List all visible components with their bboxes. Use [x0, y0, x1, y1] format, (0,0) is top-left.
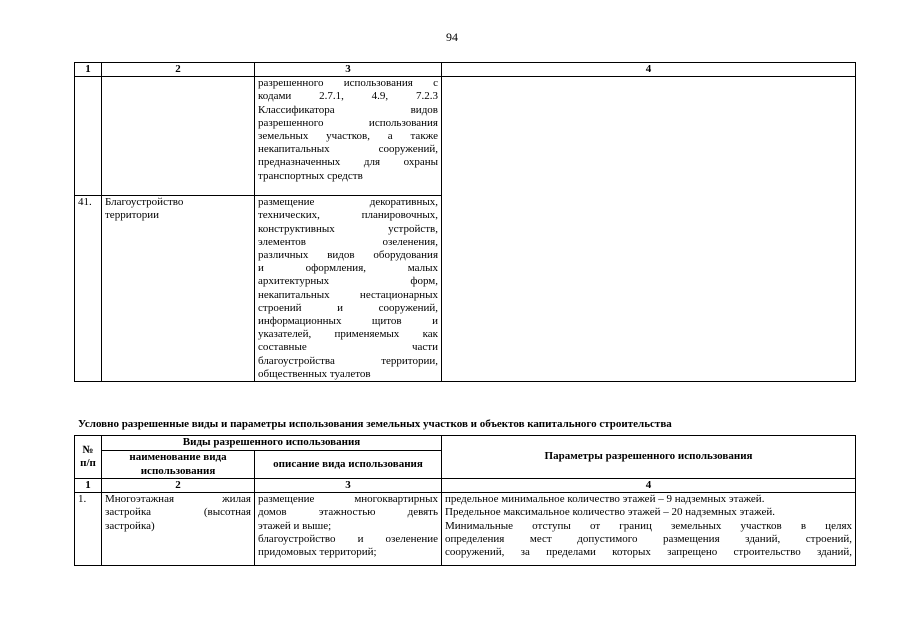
use-name-cell [102, 196, 255, 382]
col-number-2: 2 [102, 63, 255, 77]
desc-line: кодами 2.7.1, 4.9, 7.2.3 [258, 90, 438, 103]
row-number-cell: 41. [75, 196, 102, 382]
use-description-cell [255, 493, 442, 566]
table-row [75, 77, 856, 196]
use-name-cell [102, 77, 255, 196]
params-line: определения мест допустимого размещения зданий, строений, [445, 532, 853, 545]
page-number: 94 [446, 30, 458, 44]
desc-line: некапитальных нестационарных [258, 288, 438, 301]
desc-line: строений и сооружений, [258, 301, 438, 314]
desc-line: транспортных средств [258, 169, 363, 182]
desc-line: составные части [258, 341, 438, 354]
col-number-3: 3 [255, 479, 442, 493]
col-number-4: 4 [442, 63, 856, 77]
params-line: предельное минимальное количество этажей – 9 надземных этажей. [445, 493, 765, 506]
desc-line: указателей, применяемых как [258, 328, 438, 341]
section-title: Условно разрешенные виды и параметры использования земельных участков и объектов капитального строительства [78, 418, 672, 430]
use-params-cell [442, 77, 856, 382]
desc-line: земельных участков, а также [258, 130, 438, 143]
col-number-3: 3 [255, 63, 442, 77]
row-number-cell: 1. [75, 493, 102, 566]
desc-line: этажей и выше; [258, 519, 332, 532]
name-line: территории [105, 209, 160, 222]
table-conditional-uses [74, 435, 856, 566]
desc-line: архитектурных форм, [258, 275, 438, 288]
description-column-header: описание вида использования [255, 451, 442, 479]
params-line: Предельное максимальное количество этажей – 20 надземных этажей. [445, 506, 775, 519]
desc-line: размещение декоративных, [258, 196, 438, 209]
desc-line: конструктивных устройств, [258, 222, 438, 235]
name-line: Благоустройство [105, 196, 184, 209]
desc-line: некапитальных сооружений, [258, 143, 438, 156]
desc-line: размещение многоквартирных [258, 493, 439, 506]
use-description-cell [255, 77, 442, 196]
col-number-1: 1 [75, 63, 102, 77]
col-number-4: 4 [442, 479, 856, 493]
desc-line: придомовых территорий; [258, 546, 377, 559]
desc-line: технических, планировочных, [258, 209, 438, 222]
desc-line: информационных щитов и [258, 315, 438, 328]
table-permitted-uses [74, 62, 856, 382]
params-line: Минимальные отступы от границ земельных участков в целях [445, 519, 853, 532]
table-column-numbers [75, 479, 856, 493]
desc-line: разрешенного использования с [258, 77, 438, 90]
desc-line: разрешенного использования [258, 116, 438, 129]
params-line: сооружений, за пределами которых запрещено строительство зданий, [445, 546, 853, 559]
table-column-numbers [75, 63, 856, 77]
use-name-cell [102, 493, 255, 566]
use-types-group-header: Виды разрешенного использования [102, 436, 442, 451]
number-column-header: № п/п [75, 436, 102, 479]
desc-line: домов этажностью девять [258, 506, 439, 519]
desc-line: предназначенных для охраны [258, 156, 438, 169]
desc-line: общественных туалетов [258, 367, 371, 380]
params-column-header: Параметры разрешенного использования [442, 436, 856, 479]
name-line: Многоэтажная жилая [105, 493, 251, 506]
name-line: застройка) [105, 519, 155, 532]
use-description-cell [255, 196, 442, 382]
desc-line: различных видов оборудования [258, 249, 438, 262]
use-params-cell [442, 493, 856, 566]
desc-line: благоустройство и озеленение [258, 532, 439, 545]
desc-line: и оформления, малых [258, 262, 438, 275]
row-number-cell [75, 77, 102, 196]
table-row [75, 493, 856, 566]
table-head-row [75, 436, 856, 451]
name-column-header: наименование вида использования [102, 451, 255, 479]
desc-line: Классификатора видов [258, 103, 438, 116]
col-number-2: 2 [102, 479, 255, 493]
name-line: застройка (высотная [105, 506, 251, 519]
desc-line: благоустройства территории, [258, 354, 438, 367]
col-number-1: 1 [75, 479, 102, 493]
desc-line: элементов озеленения, [258, 235, 438, 248]
